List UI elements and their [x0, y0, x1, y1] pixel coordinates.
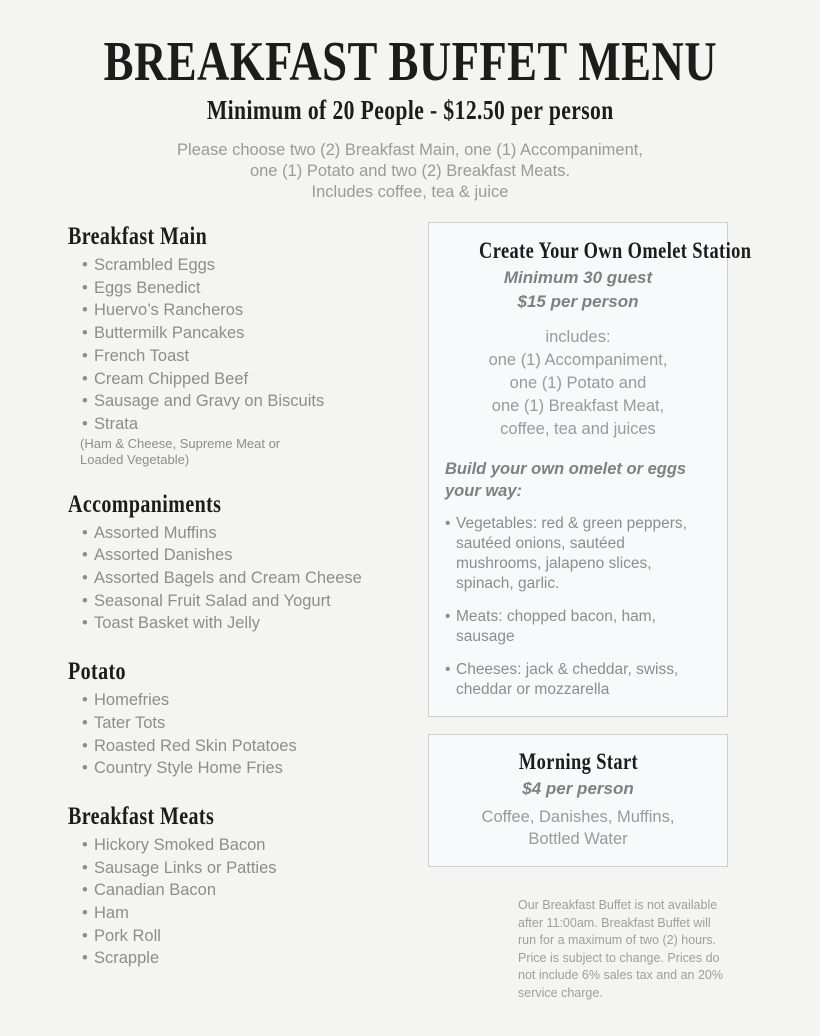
item-label: Vegetables: red & green peppers, sautéed onions, sautéed mushrooms, jalapeno slices, spinach, garlic. [456, 515, 687, 592]
list-item [82, 925, 408, 948]
instructions-line-2: one (1) Potato and two (2) Breakfast Meats. [249, 162, 571, 180]
bullet-icon: • [82, 591, 88, 610]
item-label: Toast Basket with Jelly [94, 614, 260, 633]
bullet-icon: • [82, 256, 88, 274]
section-title-breakfast-meats: Breakfast Meats [68, 802, 215, 830]
list-item [82, 299, 408, 322]
bullet-icon: • [82, 614, 88, 633]
item-label: Meats: chopped bacon, ham, sausage [456, 608, 656, 645]
page-title: BREAKFAST BUFFET MENU [103, 31, 717, 93]
list-item [82, 590, 408, 613]
item-label: Country Style Home Fries [94, 759, 283, 778]
bullet-icon: • [82, 736, 88, 755]
item-label: Cream Chipped Beef [94, 369, 249, 388]
right-column [428, 222, 752, 1002]
item-label: Assorted Danishes [94, 546, 233, 565]
list-item [82, 879, 408, 902]
item-label: Buttermilk Pancakes [94, 324, 245, 343]
menu-header [0, 0, 820, 203]
list-item [82, 735, 408, 758]
section-potato [68, 657, 408, 780]
item-label: Eggs Benedict [94, 278, 201, 297]
list-item [82, 857, 408, 880]
bullet-icon: • [82, 392, 88, 411]
list-item [82, 902, 408, 925]
list-item [82, 413, 408, 436]
morning-desc-line-1: Coffee, Danishes, Muffins, [481, 808, 675, 826]
bullet-icon: • [82, 904, 88, 923]
list-item [445, 607, 711, 647]
list-item [82, 947, 408, 970]
left-column [68, 222, 408, 992]
list-item [445, 514, 711, 594]
list-item [82, 322, 408, 345]
bullet-icon: • [82, 713, 88, 732]
list-item [82, 522, 408, 545]
item-label: Sausage and Gravy on Biscuits [94, 392, 325, 411]
minimum-price-subtitle: Minimum of 20 People - $12.50 per person [206, 95, 614, 125]
bullet-icon: • [82, 835, 88, 854]
omelet-includes [445, 326, 711, 441]
bullet-icon: • [445, 608, 451, 625]
section-breakfast-main [68, 222, 408, 468]
build-your-own-heading: Build your own omelet or eggs your way: [445, 460, 687, 500]
morning-start-price: $4 per person [522, 779, 634, 798]
includes-line-3: one (1) Breakfast Meat, [491, 397, 665, 415]
omelet-station-title: Create Your Own Omelet Station [479, 238, 752, 263]
item-label: Ham [94, 904, 129, 923]
item-label: Strata [94, 414, 139, 433]
selection-instructions [0, 140, 820, 203]
list-item [82, 712, 408, 735]
item-label: Assorted Bagels and Cream Cheese [94, 569, 362, 588]
bullet-icon: • [82, 926, 88, 945]
item-label: Cheeses: jack & cheddar, swiss, cheddar or mozzarella [456, 661, 679, 698]
morning-start-box [428, 734, 728, 867]
instructions-line-3: Includes coffee, tea & juice [311, 183, 509, 201]
item-label: Huervo’s Rancheros [94, 301, 244, 320]
omelet-station-box [428, 222, 752, 717]
list-item [82, 689, 408, 712]
list-item [82, 368, 408, 391]
bullet-icon: • [82, 569, 88, 588]
list-item [82, 390, 408, 413]
bullet-icon: • [82, 691, 88, 710]
section-accompaniments [68, 490, 408, 636]
includes-line-4: coffee, tea and juices [500, 420, 656, 438]
omelet-price: $15 per person [517, 292, 639, 311]
bullet-icon: • [445, 661, 451, 678]
morning-start-description [445, 806, 711, 850]
list-breakfast-meats [68, 834, 408, 970]
list-item [82, 254, 408, 277]
section-title-potato: Potato [68, 658, 126, 686]
morning-title-wrap [445, 748, 711, 775]
list-accompaniments [68, 522, 408, 636]
omelet-minimum: Minimum 30 guest [503, 268, 653, 287]
item-label: Sausage Links or Patties [94, 858, 277, 877]
list-item [82, 612, 408, 635]
list-item [82, 277, 408, 300]
item-label: Canadian Bacon [94, 881, 217, 900]
bullet-icon: • [82, 324, 88, 343]
item-label: French Toast [94, 346, 190, 365]
bullet-icon: • [82, 414, 88, 433]
list-item [82, 567, 408, 590]
bullet-icon: • [82, 546, 88, 565]
bullet-icon: • [82, 523, 88, 542]
bullet-icon: • [82, 278, 88, 297]
list-item [82, 757, 408, 780]
list-item [82, 544, 408, 567]
section-breakfast-meats [68, 802, 408, 970]
instructions-line-1: Please choose two (2) Breakfast Main, one (1) Accompaniment, [177, 141, 643, 159]
list-item [82, 834, 408, 857]
item-label: Hickory Smoked Bacon [94, 835, 266, 854]
bullet-icon: • [82, 301, 88, 320]
item-label: Scrapple [94, 949, 160, 968]
item-label: Pork Roll [94, 926, 161, 945]
bullet-icon: • [82, 949, 88, 968]
morning-desc-line-2: Bottled Water [528, 830, 628, 848]
bullet-icon: • [445, 515, 451, 532]
includes-label: includes: [545, 328, 611, 346]
item-label: Roasted Red Skin Potatoes [94, 736, 297, 755]
item-label: Scrambled Eggs [94, 256, 216, 274]
strata-subnote-line-1: (Ham & Cheese, Supreme Meat or [80, 435, 281, 451]
list-omelet-options [445, 514, 711, 700]
strata-subnote-line-2: Loaded Vegetable) [80, 451, 190, 467]
includes-line-1: one (1) Accompaniment, [488, 351, 668, 369]
omelet-title-wrap [445, 237, 752, 264]
bullet-icon: • [82, 346, 88, 365]
list-item [82, 345, 408, 368]
bullet-icon: • [82, 858, 88, 877]
bullet-icon: • [82, 369, 88, 388]
item-label: Seasonal Fruit Salad and Yogurt [94, 591, 331, 610]
list-item [445, 660, 711, 700]
section-title-breakfast-main: Breakfast Main [68, 223, 208, 250]
item-label: Tater Tots [94, 713, 166, 732]
list-breakfast-main [68, 254, 408, 436]
disclaimer-text: Our Breakfast Buffet is not available after 11:00am. Breakfast Buffet will run for a maximum of two (2) hours. Price is subject to change. Prices do not include 6% sales tax and an 20% service charge. [518, 898, 723, 1000]
bullet-icon: • [82, 759, 88, 778]
morning-start-title: Morning Start [518, 749, 638, 774]
item-label: Assorted Muffins [94, 523, 217, 542]
section-title-accompaniments: Accompaniments [68, 490, 222, 518]
bullet-icon: • [82, 881, 88, 900]
item-label: Homefries [94, 691, 170, 710]
includes-line-2: one (1) Potato and [509, 374, 647, 392]
list-potato [68, 689, 408, 780]
strata-subnote [68, 436, 408, 468]
